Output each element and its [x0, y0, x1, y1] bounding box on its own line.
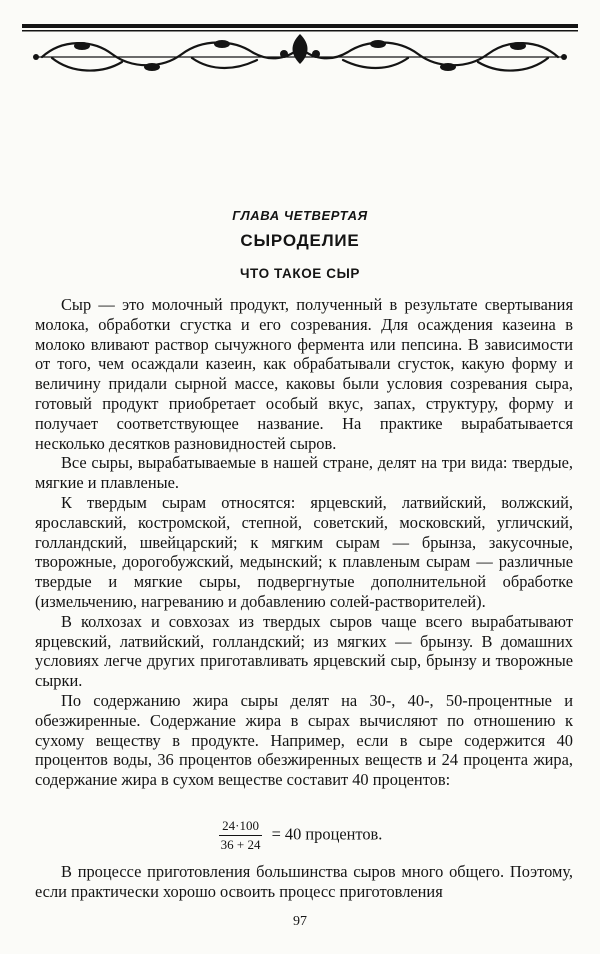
- formula-numerator: 24·100: [219, 818, 262, 836]
- chapter-title: СЫРОДЕЛИЕ: [240, 231, 360, 250]
- section-title: ЧТО ТАКОЕ СЫР: [239, 266, 361, 281]
- formula-denominator: 36 + 24: [220, 837, 261, 852]
- chapter-label: ГЛАВА ЧЕТВЕРТАЯ: [232, 208, 368, 223]
- paragraph: Все сыры, вырабатываемые в нашей стране, делят на три вида: твердые, мягкие и плавленые.: [35, 453, 573, 493]
- body-text: [35, 295, 573, 790]
- formula-fraction: [218, 818, 264, 853]
- page-number: 97: [293, 914, 307, 929]
- paragraph: Сыр — это молочный продукт, полученный в результате свертывания молока, обработки сгустка и его созревания. Для осаждения казеина в молоко вливают раствор сычужного фермента или пепсина. В зависимости от того, чем осаждали казеин, как обрабатывали сгусток, какую форму и величину придали сырной массе, каковы были условия созревания сыра, готовый продукт приобретает особый вкус, запах, структуру, форму и получает соответствующее название. На практике вырабатывается несколько десятков разновидностей сыров.: [35, 295, 573, 453]
- decorative-header-ornament: [22, 24, 578, 78]
- paragraph: По содержанию жира сыры делят на 30-, 40-, 50-процентные и обезжиренные. Содержание жира в сырах вычисляют по отношению к сухому веществу в продукте. Например, если в сыре содержится 40 процентов воды, 36 процентов обезжиренных веществ и 24 процента жира, содержание жира в сухом веществе составит 40 процентов:: [35, 690, 573, 790]
- paragraph: В процессе приготовления большинства сыров много общего. Поэтому, если практически хорошо освоить процесс приготовления: [35, 862, 573, 901]
- body-text-continued: [35, 862, 573, 902]
- paragraph: В колхозах и совхозах из твердых сыров чаще всего вырабатывают ярцевский, латвийский, голландский; из мягких — брынзу. В домашних условиях легче других приготавливать ярцевский сыр, брынзу и творожные сырки.: [35, 611, 573, 691]
- fat-calculation-formula: [0, 818, 600, 853]
- paragraph: К твердым сырам относятся: ярцевский, латвийский, волжский, ярославский, костромской, степной, советский, московский, угличский, голландский, швейцарский; к мягким сырам — брынза, закусочные, творожные, дорогобужский, медынский; к плавленым сырам — различные твердые и мягкие сыры, подвергнутые дополнительной обработке (измельчению, нагреванию и добавлению солей-растворителей).: [35, 492, 573, 611]
- formula-result: = 40 процентов.: [271, 824, 383, 844]
